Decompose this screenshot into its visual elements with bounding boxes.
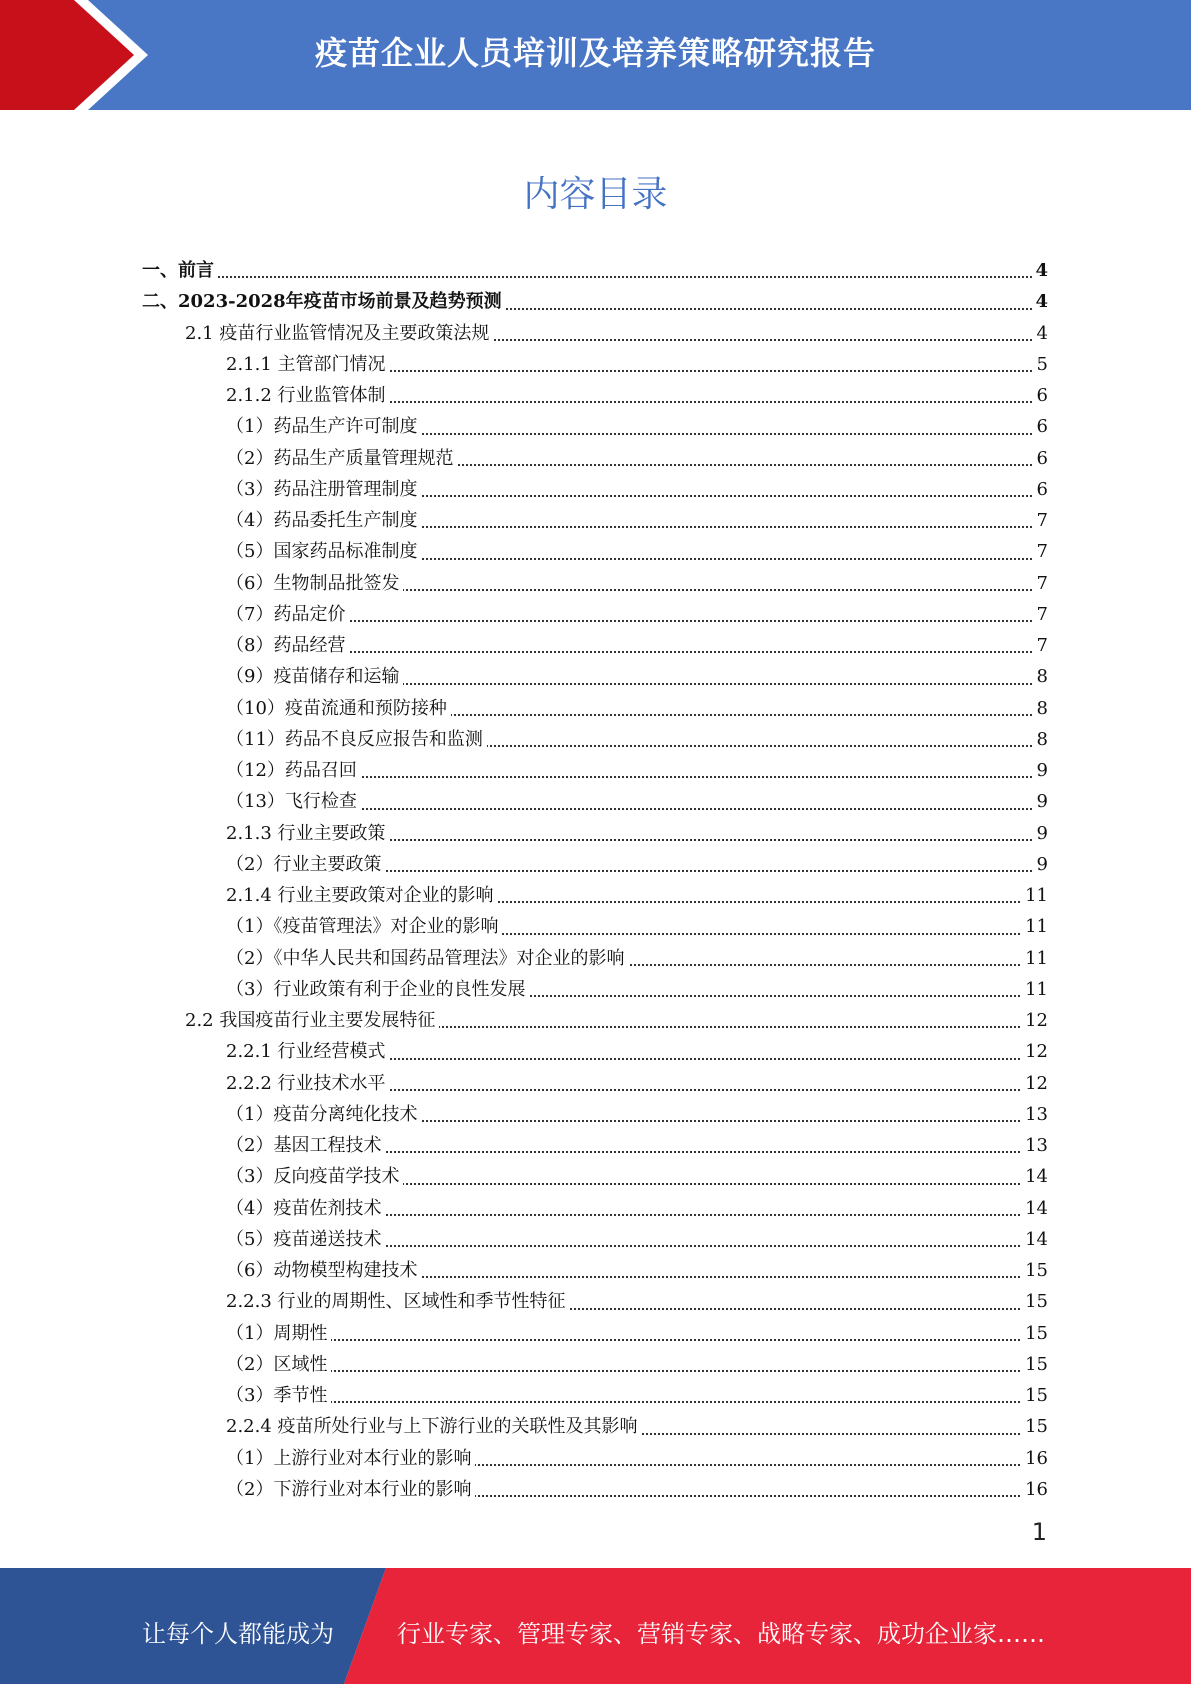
toc-entry[interactable] — [142, 818, 1048, 849]
toc-entry[interactable] — [142, 1443, 1048, 1474]
toc-entry-text: （8）药品经营 — [226, 635, 349, 656]
toc-entry-text: （13）飞行检查 — [226, 791, 361, 812]
toc-entry[interactable] — [142, 786, 1048, 817]
toc-entry[interactable] — [142, 1068, 1048, 1099]
toc-entry[interactable] — [142, 1099, 1048, 1130]
toc-entry[interactable] — [142, 974, 1048, 1005]
toc-entry-page: 9 — [1034, 849, 1048, 880]
toc-entry[interactable] — [142, 911, 1048, 942]
toc-leader-dots — [142, 276, 1048, 278]
toc-entry[interactable] — [142, 255, 1048, 286]
toc-entry-text: （4）疫苗佐剂技术 — [226, 1198, 385, 1219]
toc-entry-text: 二、2023-2028年疫苗市场前景及趋势预测 — [142, 291, 506, 312]
toc-entry-text: （5）国家药品标准制度 — [226, 541, 421, 562]
toc-entry-text: （3）季节性 — [226, 1385, 331, 1406]
toc-entry-page: 12 — [1022, 1068, 1048, 1099]
toc-entry-page: 4 — [1032, 286, 1048, 317]
toc-entry-text: （1）《疫苗管理法》对企业的影响 — [226, 916, 502, 937]
toc-entry-text: 2.1.1 主管部门情况 — [226, 354, 390, 375]
toc-entry-page: 11 — [1022, 911, 1048, 942]
toc-entry-text: 2.2.3 行业的周期性、区域性和季节性特征 — [226, 1291, 570, 1312]
toc-entry-text: 2.2 我国疫苗行业主要发展特征 — [185, 1010, 439, 1031]
toc-entry-page: 16 — [1022, 1474, 1048, 1505]
toc-entry-text: 2.2.2 行业技术水平 — [226, 1073, 390, 1094]
toc-entry[interactable] — [142, 318, 1048, 349]
toc-entry-page: 8 — [1034, 724, 1048, 755]
toc-leader-dots — [226, 620, 1048, 622]
toc-entry-text: （2）行业主要政策 — [226, 854, 385, 875]
toc-entry-text: （2）药品生产质量管理规范 — [226, 448, 457, 469]
toc-entry-page: 15 — [1022, 1411, 1048, 1442]
footer-slogan-right: 行业专家、管理专家、营销专家、战略专家、成功企业家…… — [397, 1620, 1045, 1648]
toc-entry-text: （6）生物制品批签发 — [226, 573, 403, 594]
toc-entry-text: （9）疫苗储存和运输 — [226, 666, 403, 687]
toc-entry-text: 一、前言 — [142, 260, 218, 281]
toc-entry[interactable] — [142, 880, 1048, 911]
toc-entry[interactable] — [142, 380, 1048, 411]
toc-entry[interactable] — [142, 286, 1048, 317]
toc-entry-page: 15 — [1022, 1318, 1048, 1349]
toc-entry-text: （3）反向疫苗学技术 — [226, 1166, 403, 1187]
toc-entry[interactable] — [142, 1286, 1048, 1317]
toc-entry-text: 2.2.1 行业经营模式 — [226, 1041, 390, 1062]
table-of-contents — [142, 255, 1048, 1505]
toc-entry-text: （2）下游行业对本行业的影响 — [226, 1479, 475, 1500]
toc-entry-page: 8 — [1034, 693, 1048, 724]
toc-entry-page: 15 — [1022, 1380, 1048, 1411]
toc-entry[interactable] — [142, 724, 1048, 755]
toc-entry-text: 2.2.4 疫苗所处行业与上下游行业的关联性及其影响 — [226, 1416, 642, 1437]
toc-entry-page: 12 — [1022, 1005, 1048, 1036]
toc-entry[interactable] — [142, 411, 1048, 442]
toc-entry-text: （7）药品定价 — [226, 604, 349, 625]
toc-entry-text: （3）药品注册管理制度 — [226, 479, 421, 500]
toc-entry[interactable] — [142, 693, 1048, 724]
toc-entry-page: 11 — [1022, 943, 1048, 974]
toc-entry[interactable] — [142, 599, 1048, 630]
page-number: 1 — [1031, 1518, 1047, 1546]
toc-entry[interactable] — [142, 1130, 1048, 1161]
toc-leader-dots — [226, 651, 1048, 653]
toc-entry-page: 15 — [1022, 1349, 1048, 1380]
toc-entry-page: 9 — [1034, 755, 1048, 786]
toc-entry-text: （1）周期性 — [226, 1323, 331, 1344]
toc-entry-page: 11 — [1022, 974, 1048, 1005]
toc-entry-page: 6 — [1034, 443, 1048, 474]
toc-entry-text: （3）行业政策有利于企业的良性发展 — [226, 979, 529, 1000]
toc-entry[interactable] — [142, 349, 1048, 380]
toc-entry[interactable] — [142, 1193, 1048, 1224]
toc-entry-page: 15 — [1022, 1255, 1048, 1286]
toc-entry-page: 7 — [1034, 536, 1048, 567]
toc-entry[interactable] — [142, 1411, 1048, 1442]
toc-leader-dots — [226, 1370, 1048, 1372]
toc-entry[interactable] — [142, 1036, 1048, 1067]
toc-entry-text: （2）区域性 — [226, 1354, 331, 1375]
toc-entry-page: 4 — [1034, 318, 1048, 349]
toc-entry-text: （2）基因工程技术 — [226, 1135, 385, 1156]
toc-entry-text: （1）上游行业对本行业的影响 — [226, 1448, 475, 1469]
toc-entry[interactable] — [142, 1161, 1048, 1192]
toc-entry-page: 7 — [1034, 568, 1048, 599]
toc-entry-text: 2.1.4 行业主要政策对企业的影响 — [226, 885, 498, 906]
toc-entry-text: （1）疫苗分离纯化技术 — [226, 1104, 421, 1125]
toc-entry-page: 7 — [1034, 630, 1048, 661]
report-title: 疫苗企业人员培训及培养策略研究报告 — [314, 34, 876, 72]
toc-entry[interactable] — [142, 1474, 1048, 1505]
toc-entry-page: 5 — [1034, 349, 1048, 380]
toc-entry-text: （10）疫苗流通和预防接种 — [226, 698, 451, 719]
toc-entry[interactable] — [142, 1349, 1048, 1380]
page-footer — [0, 1568, 1191, 1684]
toc-entry-text: （11）药品不良反应报告和监测 — [226, 729, 487, 750]
toc-entry-page: 14 — [1022, 1224, 1048, 1255]
toc-entry-page: 6 — [1034, 380, 1048, 411]
toc-entry[interactable] — [142, 1005, 1048, 1036]
toc-entry-text: （12）药品召回 — [226, 760, 361, 781]
toc-entry-page: 13 — [1022, 1099, 1048, 1130]
toc-entry-page: 11 — [1022, 880, 1048, 911]
footer-slogan-left: 让每个人都能成为 — [142, 1620, 334, 1648]
toc-entry-page: 7 — [1034, 505, 1048, 536]
toc-entry-text: （1）药品生产许可制度 — [226, 416, 421, 437]
toc-entry-page: 15 — [1022, 1286, 1048, 1317]
toc-entry-page: 7 — [1034, 599, 1048, 630]
toc-entry-page: 13 — [1022, 1130, 1048, 1161]
toc-entry[interactable] — [142, 849, 1048, 880]
toc-entry-page: 14 — [1022, 1161, 1048, 1192]
toc-leader-dots — [226, 1401, 1048, 1403]
toc-entry-text: 2.1.3 行业主要政策 — [226, 823, 390, 844]
toc-entry[interactable] — [142, 943, 1048, 974]
toc-entry[interactable] — [142, 474, 1048, 505]
toc-entry[interactable] — [142, 568, 1048, 599]
toc-leader-dots — [226, 1339, 1048, 1341]
toc-entry[interactable] — [142, 661, 1048, 692]
toc-entry-page: 8 — [1034, 661, 1048, 692]
toc-entry-page: 6 — [1034, 411, 1048, 442]
toc-entry[interactable] — [142, 1255, 1048, 1286]
toc-entry-text: （2）《中华人民共和国药品管理法》对企业的影响 — [226, 948, 628, 969]
toc-entry[interactable] — [142, 1318, 1048, 1349]
toc-entry-page: 16 — [1022, 1443, 1048, 1474]
toc-entry-text: （5）疫苗递送技术 — [226, 1229, 385, 1250]
toc-entry-page: 4 — [1032, 255, 1048, 286]
toc-entry[interactable] — [142, 755, 1048, 786]
toc-entry-page: 9 — [1034, 818, 1048, 849]
toc-entry-text: （4）药品委托生产制度 — [226, 510, 421, 531]
toc-entry[interactable] — [142, 1224, 1048, 1255]
toc-entry-page: 6 — [1034, 474, 1048, 505]
toc-entry[interactable] — [142, 443, 1048, 474]
toc-heading: 内容目录 — [523, 174, 668, 215]
toc-entry-page: 9 — [1034, 786, 1048, 817]
toc-entry-page: 14 — [1022, 1193, 1048, 1224]
toc-entry-text: 2.1 疫苗行业监管情况及主要政策法规 — [185, 323, 493, 344]
toc-entry[interactable] — [142, 505, 1048, 536]
toc-entry-page: 12 — [1022, 1036, 1048, 1067]
toc-entry-text: （6）动物模型构建技术 — [226, 1260, 421, 1281]
toc-entry-text: 2.1.2 行业监管体制 — [226, 385, 390, 406]
page-header — [0, 0, 1191, 110]
toc-entry[interactable] — [142, 536, 1048, 567]
toc-entry[interactable] — [142, 630, 1048, 661]
toc-entry[interactable] — [142, 1380, 1048, 1411]
